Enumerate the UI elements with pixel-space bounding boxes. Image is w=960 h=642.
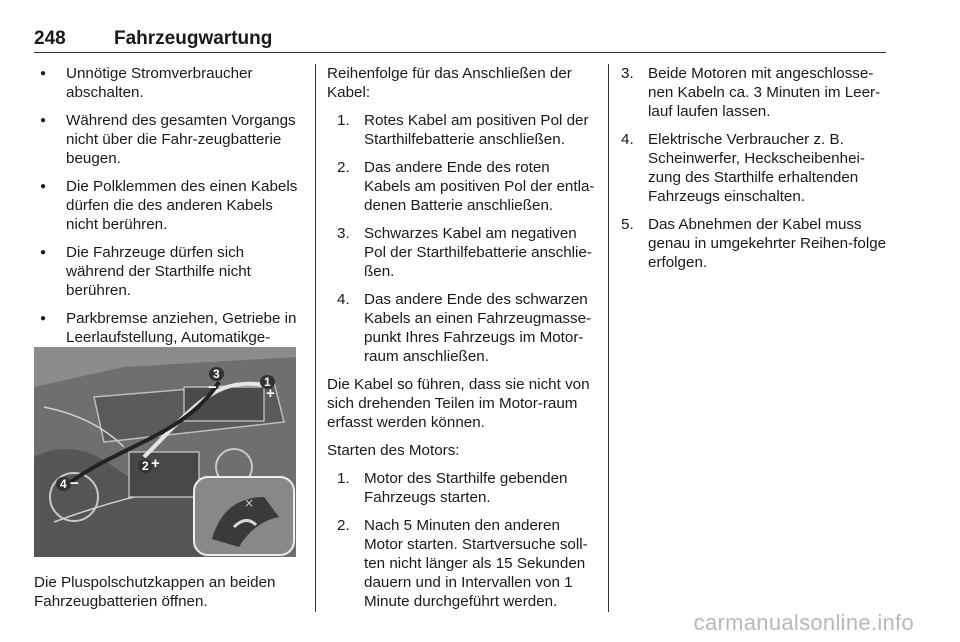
engine-bay-illustration [34, 347, 296, 557]
bullet-item: ● Während des gesamten Vorgangs nicht über die Fahr-zeugbatterie beugen. [34, 111, 302, 168]
column-divider-right [608, 64, 609, 612]
list-item: 3. Beide Motoren mit angeschlosse-nen Kabeln ca. 3 Minuten im Leer-lauf laufen lassen. [621, 65, 881, 120]
engine-bay-drawing [34, 347, 296, 557]
figure-plus-sign: + [266, 385, 275, 402]
list-item: 5. Das Abnehmen der Kabel muss genau in umgekehrter Reihen-folge erfolgen. [621, 216, 887, 271]
figure-label-4: 4 [56, 477, 71, 491]
connection-steps [327, 111, 595, 366]
bullet-list [34, 64, 302, 366]
figure-label-3: 3 [209, 367, 224, 381]
column-3 [621, 64, 889, 281]
figure-minus-sign: − [208, 379, 217, 396]
page-number: 248 [34, 28, 66, 49]
connection-intro: Reihenfolge für das Anschließen der Kabel: [327, 65, 572, 101]
page-header [34, 24, 886, 53]
cable-routing-paragraph: Die Kabel so führen, dass sie nicht von sich drehenden Teilen im Motor-raum erfasst werden können. [327, 376, 590, 431]
watermark: carmanualsonline.info [693, 610, 914, 635]
svg-text:×: × [244, 496, 255, 510]
start-steps [327, 469, 595, 611]
list-item: 1. Rotes Kabel am positiven Pol der Starthilfebatterie anschließen. [337, 112, 589, 148]
list-item: 2. Nach 5 Minuten den anderen Motor starten. Startversuche soll-ten nicht länger als 15 Sekunden dauern und in Intervallen von 1 Minute durchgeführt werden. [337, 517, 588, 610]
bullet-item: ● Unnötige Stromverbraucher abschalten. [34, 64, 302, 102]
figure-label-2: 2 [138, 459, 153, 473]
list-item: 3. Schwarzes Kabel am negativen Pol der Starthilfebatterie anschlie-ßen. [337, 225, 592, 280]
bullet-item: ● Die Polklemmen des einen Kabels dürfen die des anderen Kabels nicht berühren. [34, 177, 302, 234]
page-title: Fahrzeugwartung [114, 28, 273, 49]
list-item: 4. Das andere Ende des schwarzen Kabels an einen Fahrzeugmasse-punkt Ihres Fahrzeugs im Motor-raum anschließen. [337, 291, 592, 365]
figure-label-1: 1 [260, 375, 275, 389]
column-1 [34, 64, 302, 375]
list-item: 1. Motor des Starthilfe gebenden Fahrzeugs starten. [337, 470, 568, 506]
figure-caption: Die Pluspolschutzkappen an beiden Fahrzeugbatterien öffnen. [34, 574, 276, 610]
list-item: 2. Das andere Ende des roten Kabels am positiven Pol der entla-denen Batterie anschließen. [337, 159, 595, 214]
column-2 [327, 64, 595, 620]
bullet-text: Parkbremse anziehen, Getriebe in Leerlaufstellung, Automatikge- [66, 310, 297, 346]
continued-steps [621, 64, 889, 272]
figure-minus-sign: − [70, 475, 79, 492]
list-item: 4. Elektrische Verbraucher z. B. Scheinwerfer, Heckscheibenhei-zung des Starthilfe erhaltenden Fahrzeugs einschalten. [621, 131, 865, 205]
bullet-item: ● Die Fahrzeuge dürfen sich während der Starthilfe nicht berühren. [34, 243, 302, 300]
figure-plus-sign: + [151, 455, 160, 472]
start-intro: Starten des Motors: [327, 442, 460, 459]
column-divider-left [315, 64, 316, 612]
